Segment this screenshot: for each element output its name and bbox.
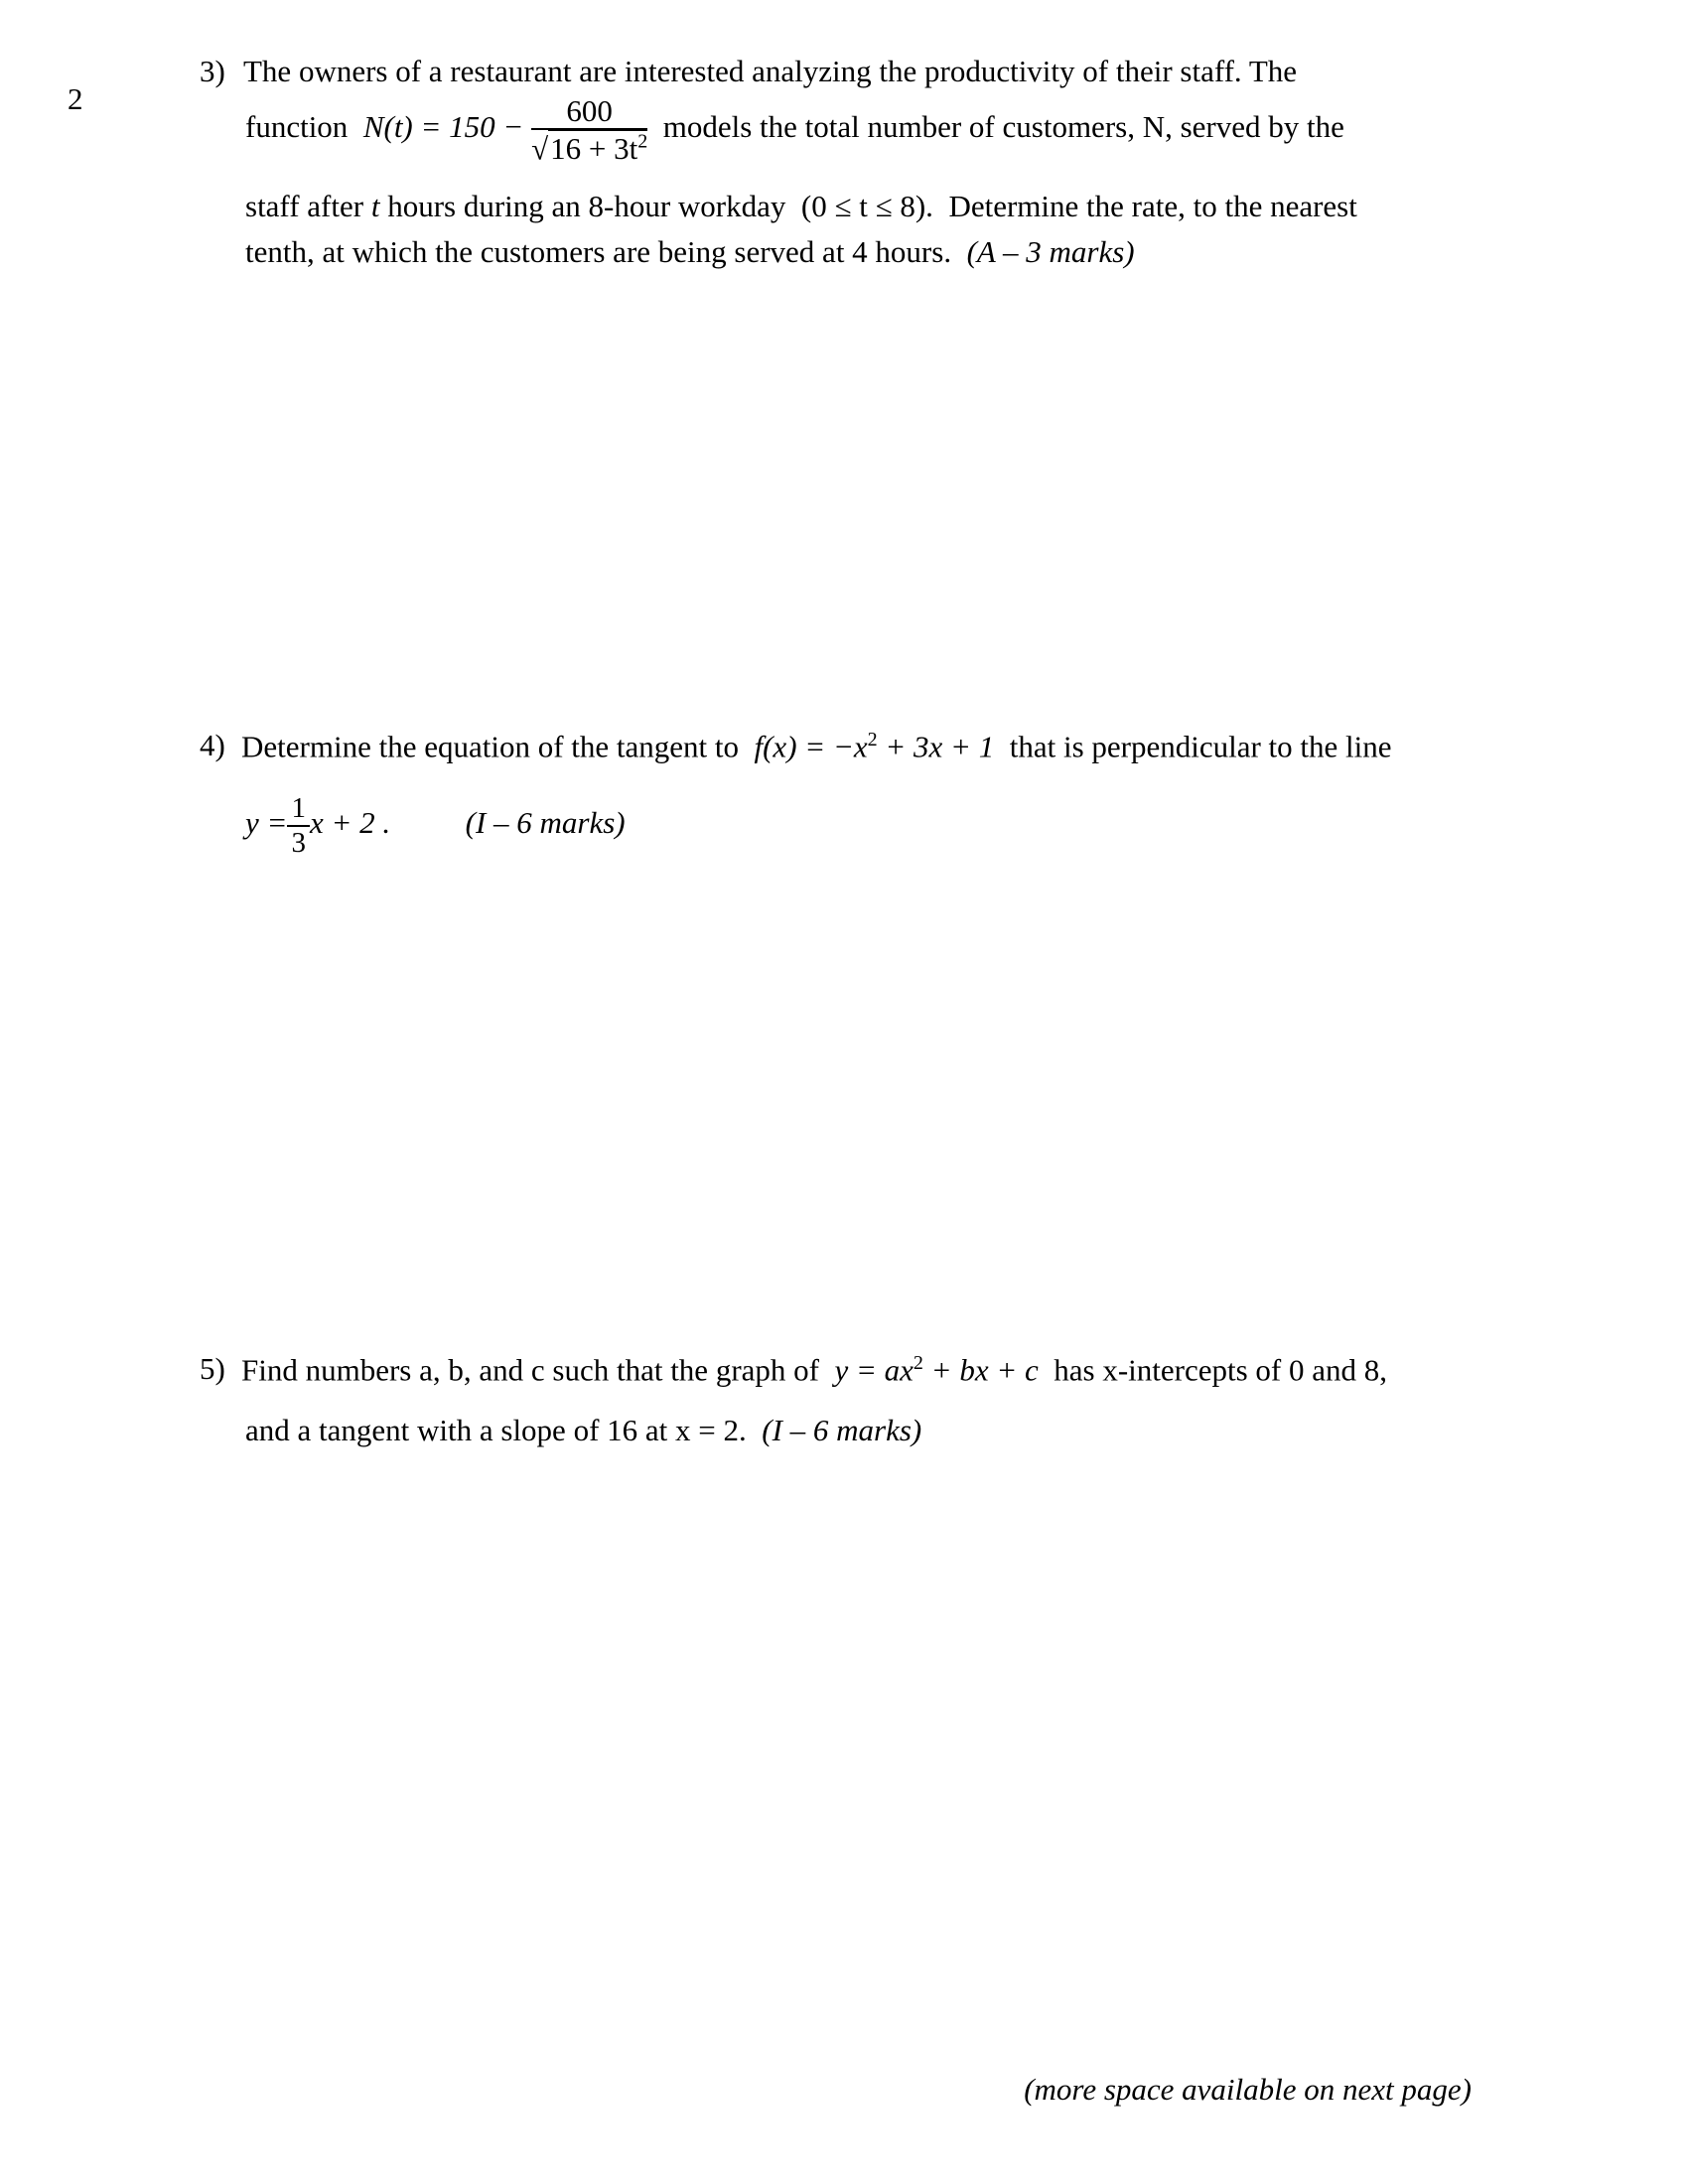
question-text-line2 — [245, 93, 1344, 167]
line-lhs: y = — [245, 805, 288, 841]
page-number: 2 — [68, 81, 83, 116]
denominator: $√16 + 3t^2$ — [531, 131, 648, 167]
text: that is perpendicular to the line — [1009, 729, 1392, 764]
text: Determine the rate, to the nearest — [948, 189, 1357, 223]
line-rest: x + 2 . — [309, 805, 391, 841]
question-text: The owners of a restaurant are interested analyzing the productivity of their staff. The — [243, 54, 1298, 88]
question-text — [241, 729, 1392, 764]
footer-note: (more space available on next page) — [1024, 2072, 1472, 2107]
question-text-line3 — [245, 191, 1357, 221]
text: Find numbers a, b, and c such that the graph of — [241, 1352, 819, 1388]
text: has x-intercepts of 0 and 8, — [1054, 1352, 1388, 1388]
question-text-line4 — [245, 236, 1135, 267]
text: tenth, at which the customers are being served at 4 hours. — [245, 234, 952, 269]
formula-fraction — [531, 93, 648, 167]
question-text-line2 — [245, 794, 626, 858]
numerator: 1 — [287, 794, 310, 827]
equation-rest: + bx + c — [930, 1352, 1039, 1388]
radicand: 16 + 3t — [550, 131, 638, 167]
text: hours during an 8-hour workday — [387, 189, 786, 223]
marks: (A – 3 marks) — [966, 234, 1135, 269]
formula-lhs: N(t) = 150 − — [362, 108, 524, 144]
text: models the total number of customers, N, served by the — [662, 108, 1344, 144]
text: Determine the equation of the tangent to — [241, 729, 739, 764]
marks: (I – 6 marks) — [465, 805, 626, 841]
numerator: 600 — [531, 95, 647, 130]
text: function — [245, 108, 349, 144]
function-rest: + 3x + 1 — [885, 729, 995, 764]
question-text-line2 — [245, 1415, 921, 1445]
variable: t — [370, 189, 380, 223]
text: staff after — [245, 189, 364, 223]
equation: y = ax — [834, 1352, 914, 1388]
denominator: 3 — [291, 827, 306, 859]
question-number: 5) — [200, 1351, 225, 1386]
exponent: 2 — [637, 131, 648, 153]
text: and a tangent with a slope of 16 at x = 2. — [245, 1413, 747, 1447]
question-number: 4) — [200, 728, 225, 762]
marks: (I – 6 marks) — [762, 1413, 922, 1447]
exponent: 2 — [867, 729, 878, 751]
domain: (0 ≤ t ≤ 8). — [800, 189, 933, 223]
slope-fraction — [287, 794, 310, 858]
question-number: 3) — [200, 54, 225, 88]
exponent: 2 — [913, 1352, 923, 1374]
function: f(x) = −x — [754, 729, 868, 764]
question-text — [241, 1352, 1388, 1388]
